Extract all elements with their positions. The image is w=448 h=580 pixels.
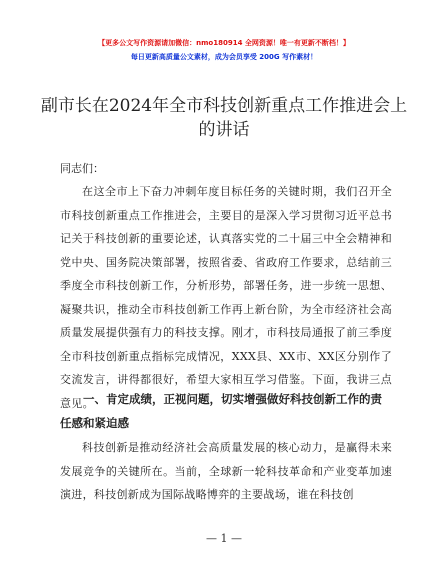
paragraph-section-1: 科技创新是推动经济社会高质量发展的核心动力，是赢得未来发展竞争的关键所在。当前，全球新一轮科技革命和产业变革加速演进，科技创新成为国际战略博弈的主要战场，谁在科技创 xyxy=(60,441,392,501)
promo-banner-line-1: 【更多公文写作资源请加微信：nmo180914 全网资源！唯一有更新不断档！】 xyxy=(98,39,350,47)
promo-banner-line-2: 每日更新高质量公文素材，成为会员享受 200G 写作素材！ xyxy=(130,53,318,61)
document-title: 副市长在2024年全市科技创新重点工作推进会上的讲话 xyxy=(40,96,408,140)
page-number: — 1 — xyxy=(206,532,242,545)
paragraph-intro: 在这全市上下奋力冲刺年度目标任务的关键时期，我们召开全市科技创新重点工作推进会，主要目的是深入学习贯彻习近平总书记关于科技创新的重要论述，认真落实党的二十届三中全会精神和党中央、国务院决策部署，按照省委、省政府工作要求，总结前三季度全市科技创新工作，分析形势，部署任务，进一步统一思想、凝聚共识，推动全市科技创新工作再上新台阶，为全市经济社会高质量发展提供强有力的科技支撑。刚才，市科技局通报了前三季度全市科技创新重点指标完成情况，XXX县、XX市、XX区分别作了交流发言，讲得都很好，希望大家相互学习借鉴。下面，我讲三点意见。 xyxy=(60,185,392,410)
section-heading-1: 一、肯定成绩，正视问题，切实增强做好科技创新工作的责任感和紧迫感 xyxy=(60,392,382,430)
salutation: 同志们： xyxy=(60,162,104,175)
